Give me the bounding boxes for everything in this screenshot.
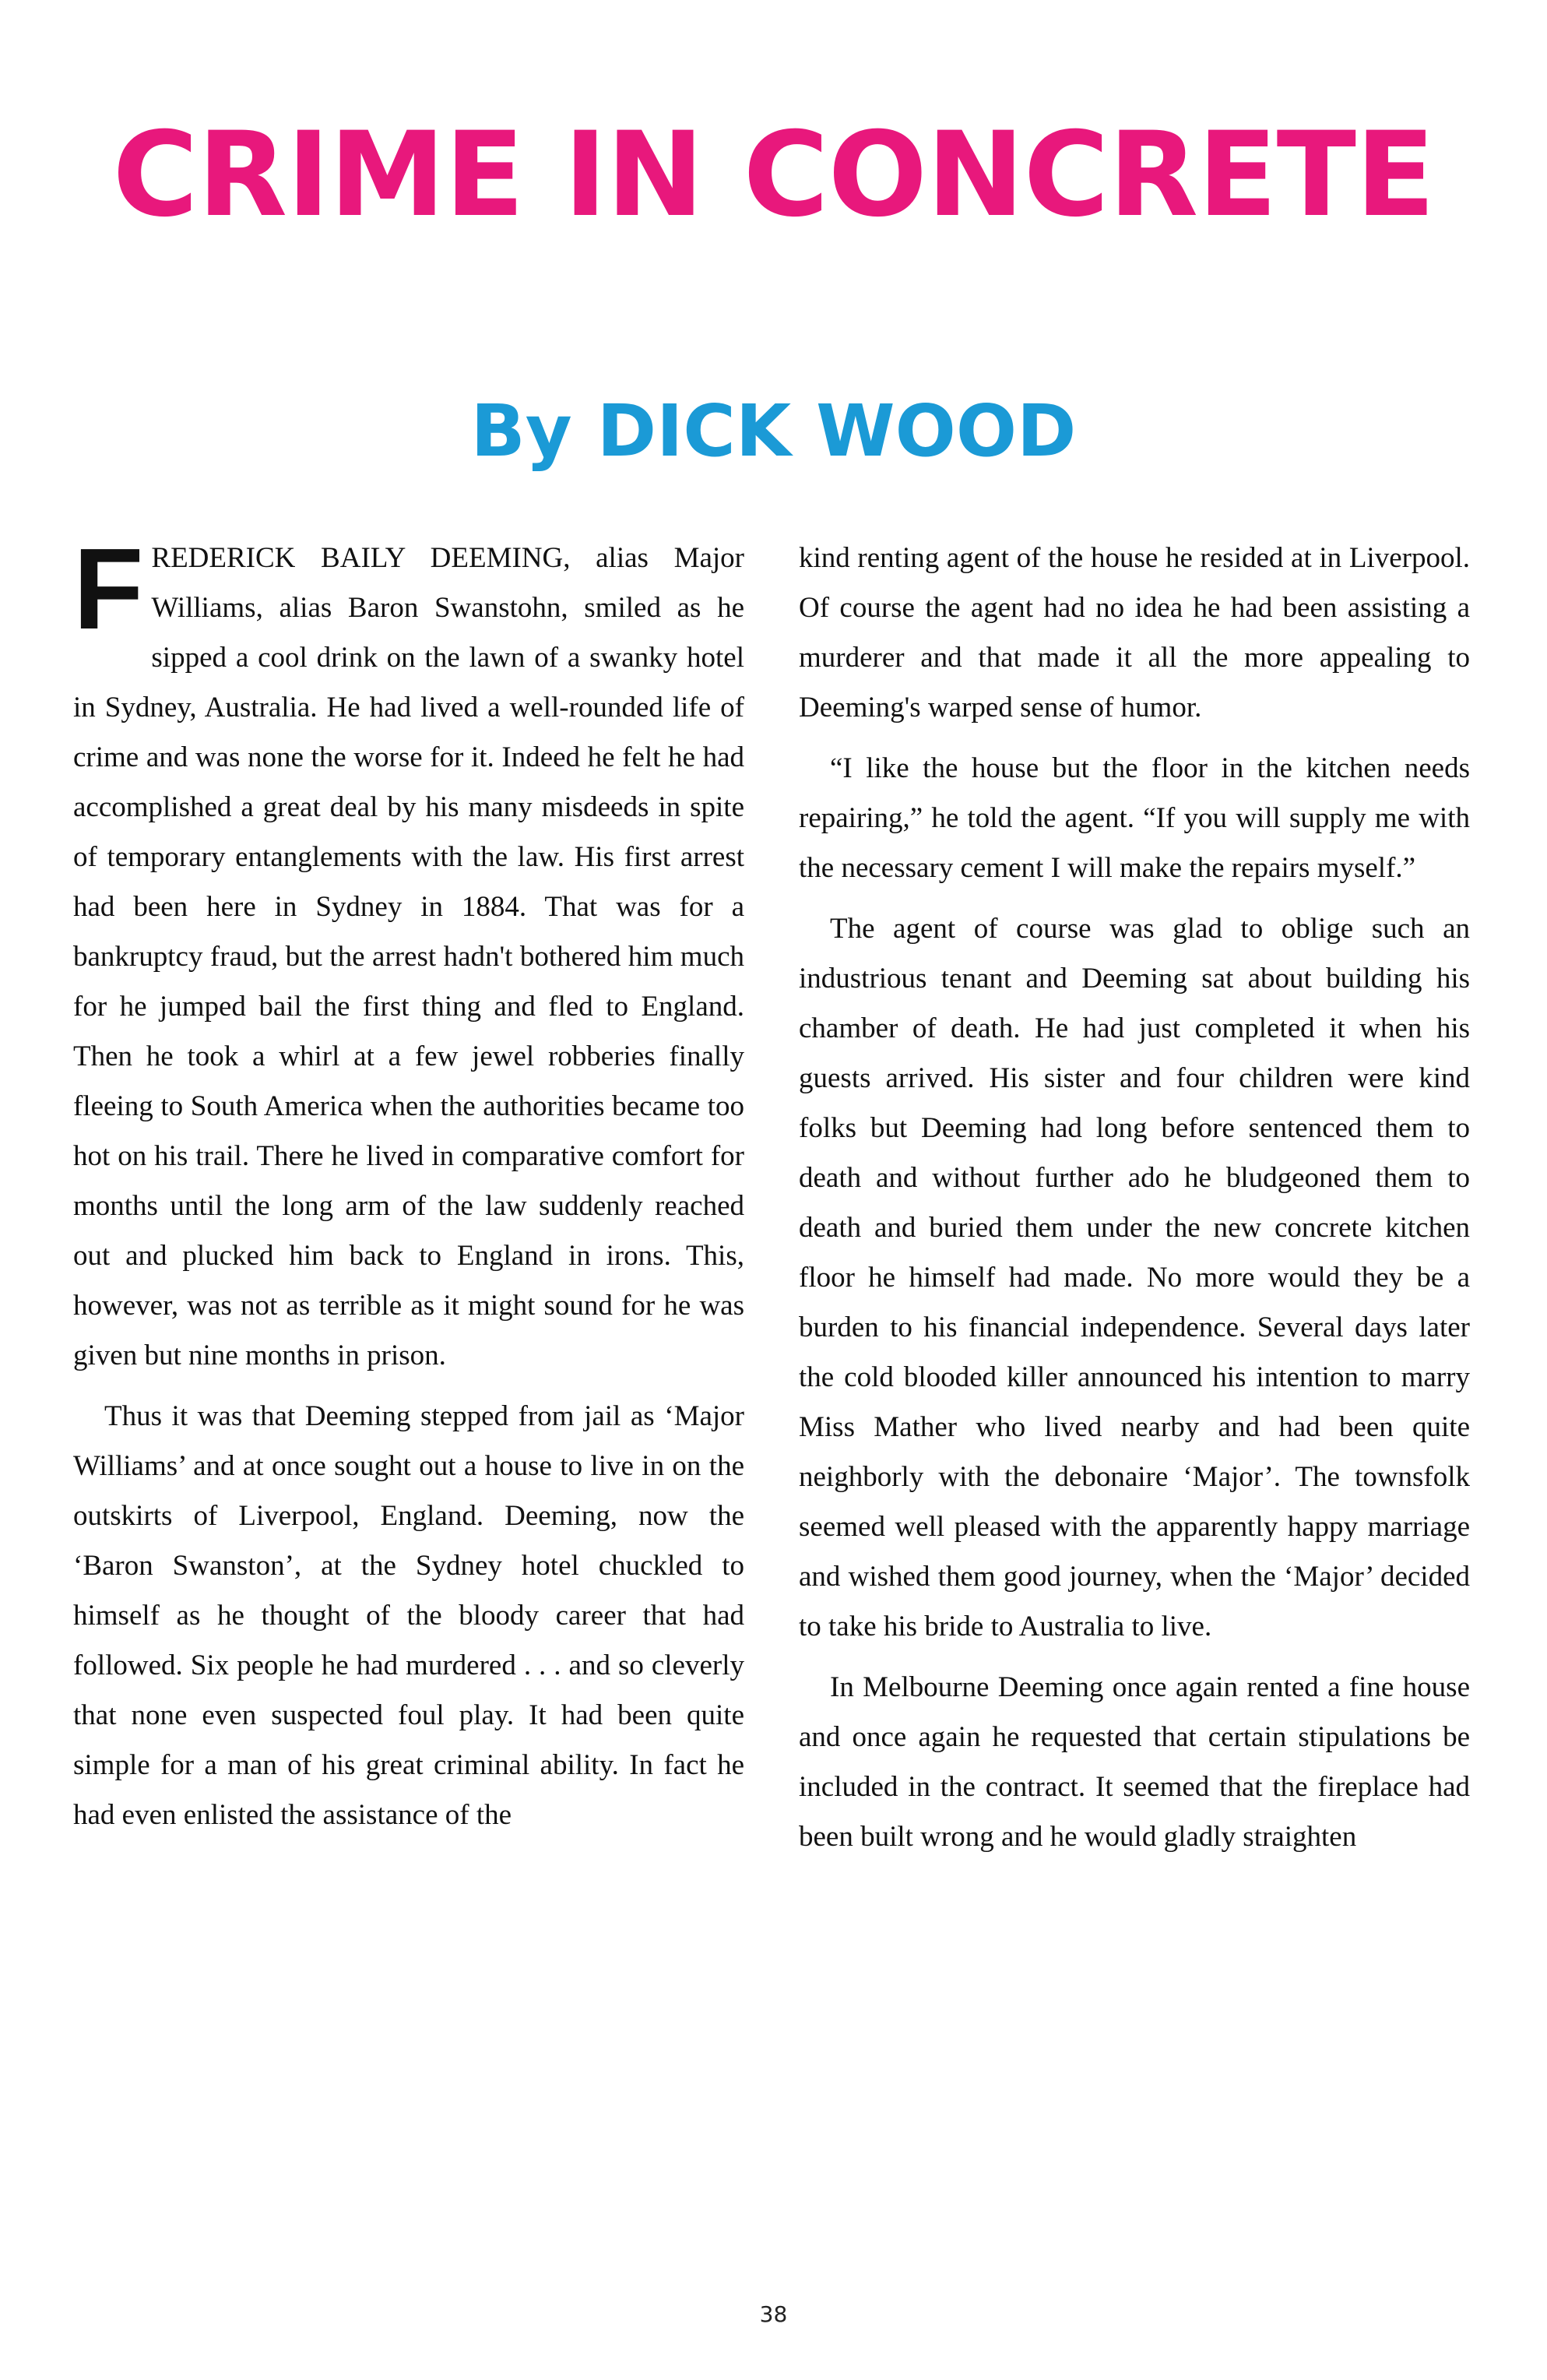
article-title: CRIME IN CONCRETE: [112, 107, 1435, 243]
paragraph: “I like the house but the floor in the kitchen needs repairing,” he told the agent. “If you will supply me with the necessary cement I will make the repairs myself.”: [799, 752, 1470, 884]
drop-cap: F: [73, 525, 144, 653]
article-byline: By DICK WOOD: [470, 389, 1077, 473]
paragraph: [73, 525, 744, 1381]
page-number: 38: [759, 2301, 788, 2327]
paragraph-text: REDERICK BAILY DEEMING, alias Major Williams, alias Baron Swanstohn, smiled as he sipped a cool drink on the lawn of a swanky hotel in Sydney, Australia. He had lived a well-rounded life of crime and was none the worse for it. Indeed he felt he had accomplished a great deal by his many misdeeds in spite of temporary entanglements with the law. His first arrest had been here in Sydney in 1884. That was for a bankruptcy fraud, but the arrest hadn't bothered him much for he jumped bail the first thing and fled to England. Then he took a whirl at a few jewel robberies finally fleeing to South America when the authorities became too hot on his trail. There he lived in comparative comfort for months until the long arm of the law suddenly reached out and plucked him back to England in irons. This, however, was not as terrible as it might sound for he was given but nine months in prison.: [73, 542, 744, 1371]
right-column: [799, 533, 1470, 1873]
left-column: [73, 525, 744, 1851]
paragraph: In Melbourne Deeming once again rented a fine house and once again he requested that certain stipulations be included in the contract. It seemed that the fireplace had been built wrong and he would gladly straighten: [799, 1671, 1470, 1853]
paragraph: kind renting agent of the house he resided at in Liverpool. Of course the agent had no idea he had been assisting a murderer and that made it all the more appealing to Deeming's warped sense of humor.: [799, 542, 1470, 724]
paragraph: The agent of course was glad to oblige such an industrious tenant and Deeming sat about building his chamber of death. He had just completed it when his guests arrived. His sister and four children were kind folks but Deeming had long before sentenced them to death and without further ado he bludgeoned them to death and buried them under the new concrete kitchen floor he himself had made. No more would they be a burden to his financial independence. Several days later the cold blooded killer announced his intention to marry Miss Mather who lived nearby and had been quite neighborly with the debonaire ‘Major’. The townsfolk seemed well pleased with the apparently happy marriage and wished them good journey, when the ‘Major’ decided to take his bride to Australia to live.: [799, 913, 1470, 1642]
paragraph: Thus it was that Deeming stepped from jail as ‘Major Williams’ and at once sought out a house to live in on the outskirts of Liverpool, England. Deeming, now the ‘Baron Swanston’, at the Sydney hotel chuckled to himself as he thought of the bloody career that had followed. Six people he had murdered . . . and so cleverly that none even suspected foul play. It had been quite simple for a man of his great criminal ability. In fact he had even enlisted the assistance of the: [73, 1400, 744, 1831]
